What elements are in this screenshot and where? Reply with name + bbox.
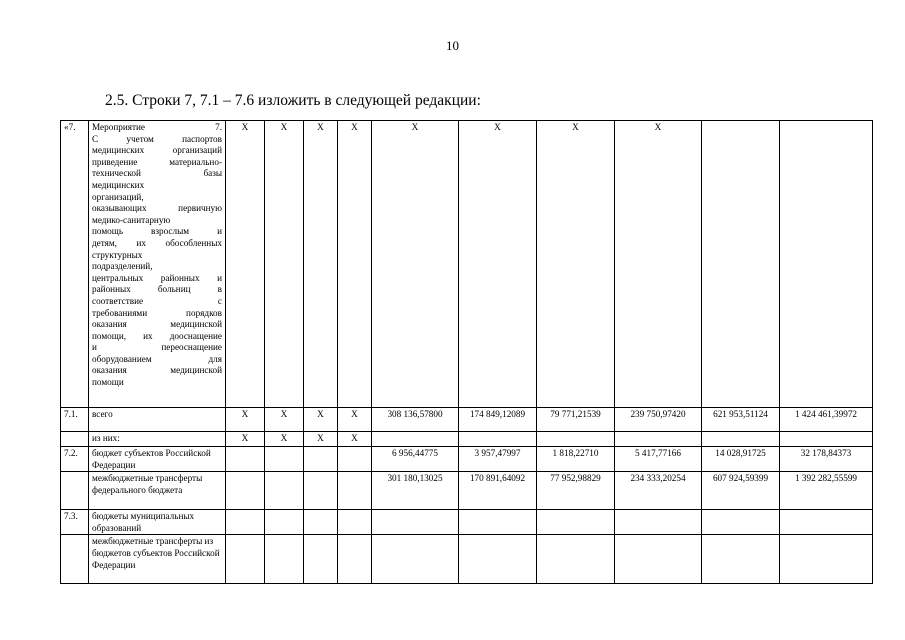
- value-cell: 1 392 282,55599: [780, 472, 873, 510]
- value-cell: 239 750,97420: [615, 408, 702, 432]
- description-line: структурных: [92, 249, 143, 260]
- x-mark: [304, 447, 338, 472]
- value-cell: 1 424 461,39972: [780, 408, 873, 432]
- value-cell: [615, 432, 702, 447]
- value-cell: [780, 535, 873, 584]
- x-mark: X: [265, 408, 304, 432]
- description-line: медицинских организаций: [92, 145, 222, 156]
- x-mark: [265, 510, 304, 535]
- description-line: центральных районных и: [92, 272, 222, 283]
- intro-text: 2.5. Строки 7, 7.1 – 7.6 изложить в следующей редакции:: [105, 92, 481, 109]
- x-mark: [265, 535, 304, 584]
- value-cell: 5 417,77166: [615, 447, 702, 472]
- x-mark: [226, 472, 265, 510]
- description-line: оборудованием для: [92, 353, 222, 364]
- x-mark: [265, 447, 304, 472]
- value-cell: 301 180,13025: [372, 472, 459, 510]
- value-cell: X: [372, 121, 459, 408]
- x-mark: X: [304, 121, 338, 408]
- table-row: [61, 510, 873, 535]
- value-cell: [702, 121, 780, 408]
- value-cell: 170 891,64092: [459, 472, 537, 510]
- row-label: бюджет субъектов Российской Федерации: [89, 447, 226, 472]
- x-mark: X: [226, 408, 265, 432]
- value-cell: 174 849,12089: [459, 408, 537, 432]
- value-cell: 621 953,51124: [702, 408, 780, 432]
- description-line: оказания медицинской: [92, 365, 222, 376]
- value-cell: [702, 432, 780, 447]
- x-mark: [338, 447, 372, 472]
- value-cell: 32 178,84373: [780, 447, 873, 472]
- x-mark: X: [304, 408, 338, 432]
- row-number: [61, 535, 89, 584]
- value-cell: [615, 535, 702, 584]
- value-cell: X: [615, 121, 702, 408]
- measure-description: [89, 121, 226, 408]
- x-mark: [226, 510, 265, 535]
- x-mark: X: [265, 432, 304, 447]
- description-line: организаций,: [92, 191, 144, 202]
- value-cell: [459, 510, 537, 535]
- value-cell: [537, 432, 615, 447]
- row-label: из них:: [89, 432, 226, 447]
- table-row: [61, 535, 873, 584]
- x-mark: [304, 510, 338, 535]
- x-mark: X: [338, 408, 372, 432]
- table-row: [61, 447, 873, 472]
- description-line: помощь взрослым и: [92, 226, 222, 237]
- value-cell: 6 956,44775: [372, 447, 459, 472]
- description-line: районных больниц в: [92, 284, 222, 295]
- value-cell: [537, 535, 615, 584]
- value-cell: [459, 535, 537, 584]
- row-number: 7.1.: [61, 408, 89, 432]
- x-mark: X: [226, 121, 265, 408]
- value-cell: [780, 432, 873, 447]
- table-row: [61, 408, 873, 432]
- x-mark: [304, 535, 338, 584]
- x-mark: [304, 472, 338, 510]
- description-line: соответствие с: [92, 295, 222, 306]
- value-cell: [780, 510, 873, 535]
- description-line: и переоснащение: [92, 342, 222, 353]
- row-label: межбюджетные трансферты из бюджетов субъектов Российской Федерации: [89, 535, 226, 584]
- description-line: подразделений,: [92, 261, 153, 272]
- table-row-measure-7: [61, 121, 873, 408]
- row-number: [61, 472, 89, 510]
- value-cell: [372, 510, 459, 535]
- x-mark: X: [338, 121, 372, 408]
- description-line: приведение материально-: [92, 156, 222, 167]
- row-number: [61, 432, 89, 447]
- value-cell: [537, 510, 615, 535]
- value-cell: [780, 121, 873, 408]
- value-cell: X: [537, 121, 615, 408]
- x-mark: X: [304, 432, 338, 447]
- value-cell: [702, 535, 780, 584]
- description-line: технической базы: [92, 168, 222, 179]
- table-row: [61, 432, 873, 447]
- value-cell: 79 771,21539: [537, 408, 615, 432]
- description-line: помощи, их дооснащение: [92, 330, 222, 341]
- description-line: медицинских: [92, 179, 145, 190]
- value-cell: [372, 432, 459, 447]
- row-label: бюджеты муниципальных образований: [89, 510, 226, 535]
- x-mark: [338, 472, 372, 510]
- budget-table: [60, 120, 873, 584]
- value-cell: [459, 432, 537, 447]
- value-cell: 1 818,22710: [537, 447, 615, 472]
- value-cell: X: [459, 121, 537, 408]
- page-number: 10: [446, 38, 459, 53]
- x-mark: X: [226, 432, 265, 447]
- x-mark: X: [338, 432, 372, 447]
- x-mark: [338, 535, 372, 584]
- description-line: детям, их обособленных: [92, 237, 222, 248]
- row-number: 7.3.: [61, 510, 89, 535]
- description-line: медико-санитарную: [92, 214, 171, 225]
- x-mark: X: [265, 121, 304, 408]
- value-cell: 14 028,91725: [702, 447, 780, 472]
- description-line: оказания медицинской: [92, 319, 222, 330]
- x-mark: [226, 447, 265, 472]
- description-line: помощи: [92, 377, 124, 388]
- value-cell: [702, 510, 780, 535]
- row-number: «7.: [61, 121, 89, 408]
- description-line: требованиями порядков: [92, 307, 222, 318]
- value-cell: [372, 535, 459, 584]
- description-line: С учетом паспортов: [92, 133, 222, 144]
- value-cell: 234 333,20254: [615, 472, 702, 510]
- description-line: Мероприятие 7.: [92, 122, 222, 132]
- row-number: 7.2.: [61, 447, 89, 472]
- table-row: [61, 472, 873, 510]
- x-mark: [338, 510, 372, 535]
- value-cell: 607 924,59399: [702, 472, 780, 510]
- value-cell: 308 136,57800: [372, 408, 459, 432]
- x-mark: [226, 535, 265, 584]
- value-cell: 3 957,47997: [459, 447, 537, 472]
- value-cell: [615, 510, 702, 535]
- description-line: оказывающих первичную: [92, 203, 222, 214]
- x-mark: [265, 472, 304, 510]
- row-label: всего: [89, 408, 226, 432]
- value-cell: 77 952,98829: [537, 472, 615, 510]
- row-label: межбюджетные трансферты федерального бюджета: [89, 472, 226, 510]
